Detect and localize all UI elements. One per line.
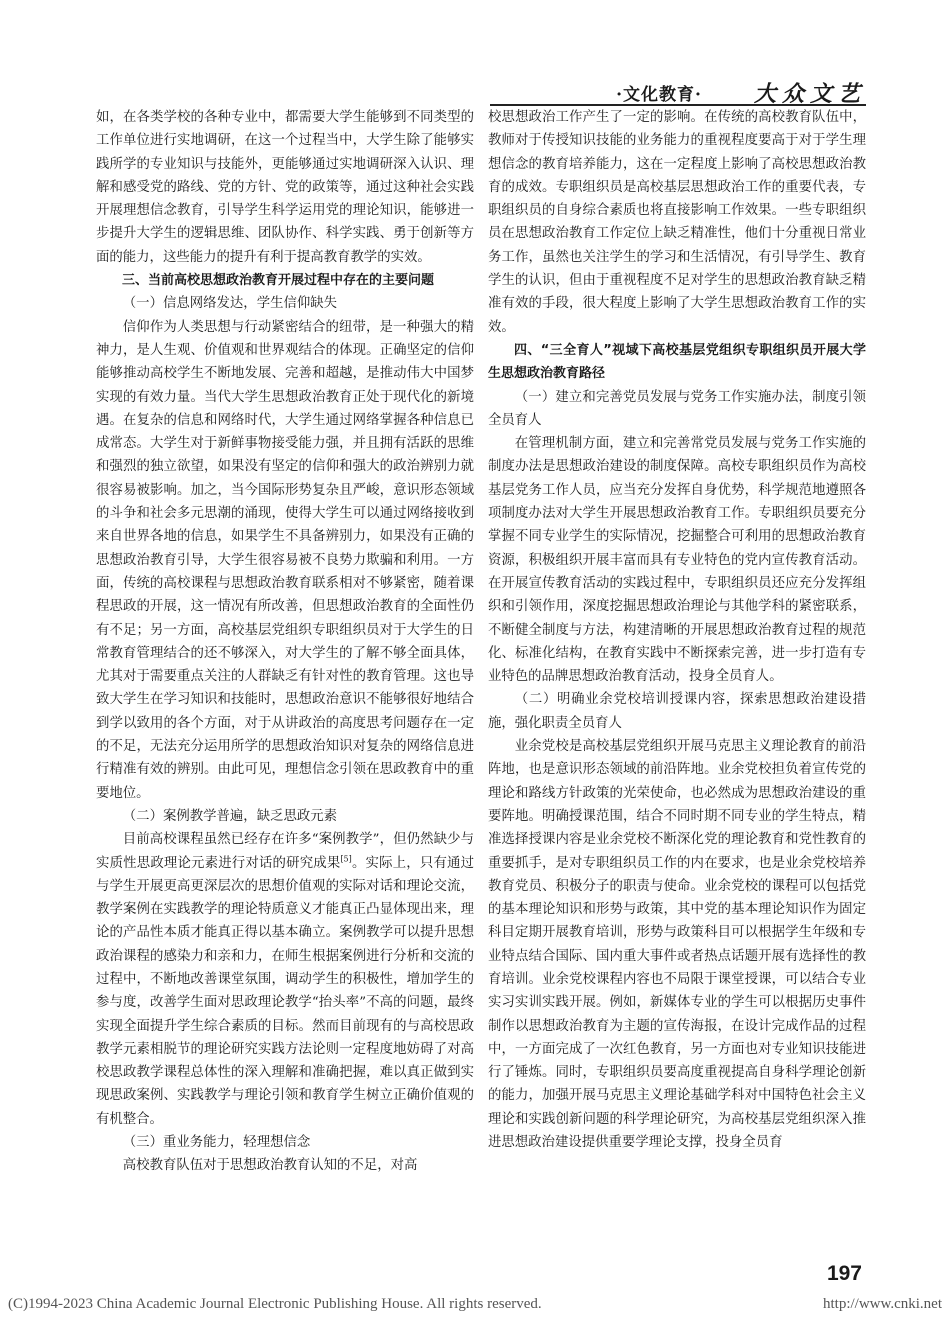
left-column [96,106,474,1178]
paragraph: 如，在各类学校的各种专业中，都需要大学生能够到不同类型的工作单位进行实地调研，在这一个过程当中，大学生除了能够实践所学的专业知识与技能外，更能够通过实地调研深入认识、理解和感受党的路线、党的方针、党的政策等，通过这种社会实践开展理想信念教育，引导学生科学运用党的理论知识，能够进一步提升大学生的逻辑思维、团队协作、科学实践、勇于创新等方面的能力，这些能力的提升有利于提高教育教学的实效。 [96,110,474,265]
section-heading: 四、“三全育人”视域下高校基层党组织专职组织员开展大学生思想政治教育路径 [488,342,866,382]
paragraph-text: 目前高校课程虽然已经存在许多“案例教学”，但仍然缺少与实质性思政理论元素进行对话的研究成果 [96,832,474,871]
paragraph: 高校教育队伍对于思想政治教育认知的不足，对高 [122,1158,418,1174]
copyright-notice: (C)1994-2023 China Academic Journal Electronic Publishing House. All rights reserved. [8,1296,542,1312]
subsection-heading: （一）建立和完善党员发展与党务工作实施办法，制度引领全员育人 [488,389,866,428]
footer [8,1296,942,1313]
section-heading: 三、当前高校思想政治教育开展过程中存在的主要问题 [122,273,435,289]
subsection-heading: （三）重业务能力，轻理想信念 [122,1135,311,1151]
footer-url[interactable]: http://www.cnki.net [822,1296,942,1312]
journal-name: 大众文艺 [753,80,866,107]
citation-ref: [5] [340,854,352,864]
subsection-heading: （二）案例教学普遍，缺乏思政元素 [122,808,338,824]
paragraph: 在管理机制方面，建立和完善常党员发展与党务工作实施的制度办法是思想政治建设的制度保障。高校专职组织员作为高校基层党务工作人员，应当充分发挥自身优势，科学规范地遵照各项制度办法对大学生开展思想政治教育工作。专职组织员要充分掌握不同专业学生的实际情况，挖掘整合可利用的思想政治教育资源，积极组织开展丰富而具有专业特色的党内宣传教育活动。在开展宣传教育活动的实践过程中，专职组织员还应充分发挥组织和引领作用，深度挖掘思想政治理论与其他学科的紧密联系，不断健全制度与方法，构建清晰的开展思想政治教育过程的规范化、标准化结构，在教育实践中不断探索完善，进一步打造有专业特色的品牌思想政治教育活动，投身全员育人。 [488,436,866,685]
subsection-heading: （一）信息网络发达，学生信仰缺失 [122,296,338,312]
paragraph [96,828,474,1131]
page-header [540,78,866,106]
page-number: 197 [826,1262,862,1285]
paragraph: 信仰作为人类思想与行动紧密结合的纽带，是一种强大的精神力，是人生观、价值观和世界观结合的体现。正确坚定的信仰能够推动高校学生不断地发展、完善和超越，是推动伟大中国梦实现的有效力量。当代大学生思想政治教育正处于现代化的新境遇。在复杂的信息和网络时代，大学生通过网络掌握各种信息已成常态。大学生对于新鲜事物接受能力强，并且拥有活跃的思维和强烈的独立欲望，如果没有坚定的信仰和强大的政治辨别力就很容易被影响。加之，当今国际形势复杂且严峻，意识形态领域的斗争和社会多元思潮的涌现，使得大学生可以通过网络接收到来自世界各地的信息，如果学生不具备辨别力，如果没有正确的思想政治教育引导，大学生很容易被不良势力欺骗和利用。一方面，传统的高校课程与思想政治教育联系相对不够紧密，随着课程思政的开展，这一情况有所改善，但思想政治教育的全面性仍有不足；另一方面，高校基层党组织专职组织员对于大学生的日常教育管理结合的还不够深入，对大学生的了解不够全面具体，尤其对于需要重点关注的人群缺乏有针对性的教育管理。这也导致大学生在学习知识和技能时，思想政治意识不能够很好地结合到学以致用的各个方面，对于从讲政治的高度思考问题存在一定的不足，无法充分运用所学的思想政治知识对复杂的网络信息进行精准有效的辨别。由此可见，理想信念引领在思政教育中的重要地位。 [96,319,474,801]
subsection-heading: （二）明确业余党校培训授课内容，探索思想政治建设措施，强化职责全员育人 [488,692,866,731]
paragraph: 校思想政治工作产生了一定的影响。在传统的高校教育队伍中，教师对于传授知识技能的业务能力的重视程度要高于对于学生理想信念的教育培养能力，这在一定程度上影响了高校思想政治教育的成效。专职组织员是高校基层思想政治工作的重要代表，专职组织员的自身综合素质也将直接影响工作效果。一些专职组织员在思想政治教育工作定位上缺乏精准性，他们十分重视日常业务工作，虽然也关注学生的学习和生活情况，有引导学生、教育学生的认识，但由于重视程度不足对学生的思想政治教育缺乏精准有效的手段，很大程度上影响了大学生思想政治教育工作的实效。 [488,110,866,335]
right-column [488,106,866,1154]
paragraph-text: 。实际上，只有通过与学生开展更高更深层次的思想价值观的实际对话和理论交流，教学案例在实践教学的理论特质意义才能真正凸显体现出来，理论的产品性本质才能真正得以基本确立。案例教学可以提升思想政治课程的感染力和亲和力，在师生根据案例进行分析和交流的过程中，不断地改善课堂氛围，调动学生的积极性，增加学生的参与度，改善学生面对思政理论教学“抬头率”不高的问题，最终实现全面提升学生综合素质的目标。然而目前现有的与高校思政教学元素相脱节的理论研究实践方法论则一定程度地妨碍了对高校思政教学课程总体性的深入理解和准确把握，难以真正做到实现思政案例、实践教学与理论引领和教育学生树立正确价值观的有机整合。 [96,855,474,1127]
section-name: ·文化教育· [616,84,702,105]
paragraph: 业余党校是高校基层党组织开展马克思主义理论教育的前沿阵地，也是意识形态领域的前沿阵地。业余党校担负着宣传党的理论和路线方针政策的光荣使命，也必然成为思想政治建设的重要阵地。明确授课范围，结合不同时期不同专业的学生特点，精准选择授课内容是业余党校不断深化党的理论教育和党性教育的重要抓手，是对专职组织员工作的内在要求，也是业余党校培养教育党员、积极分子的职责与使命。业余党校的课程可以包括党的基本理论知识和形势与政策，其中党的基本理论知识作为固定科目定期开展教育培训，形势与政策科目可以根据学生年级和专业特点结合国际、国内重大事件或者热点话题开展有选择性的教育培训。业余党校课程内容也不局限于课堂授课，可以结合专业实习实训实践开展。例如，新媒体专业的学生可以根据历史事件制作以思想政治教育为主题的宣传海报，在设计完成作品的过程中，一方面完成了一次红色教育，另一方面也对专业知识技能进行了锤炼。同时，专职组织员要高度重视提高自身科学理论创新的能力，加强开展马克思主义理论基础学科对中国特色社会主义理论和实践创新问题的科学理论研究，为高校基层党组织深入推进思想政治建设提供重要学理论支撑，投身全员育 [488,739,866,1151]
